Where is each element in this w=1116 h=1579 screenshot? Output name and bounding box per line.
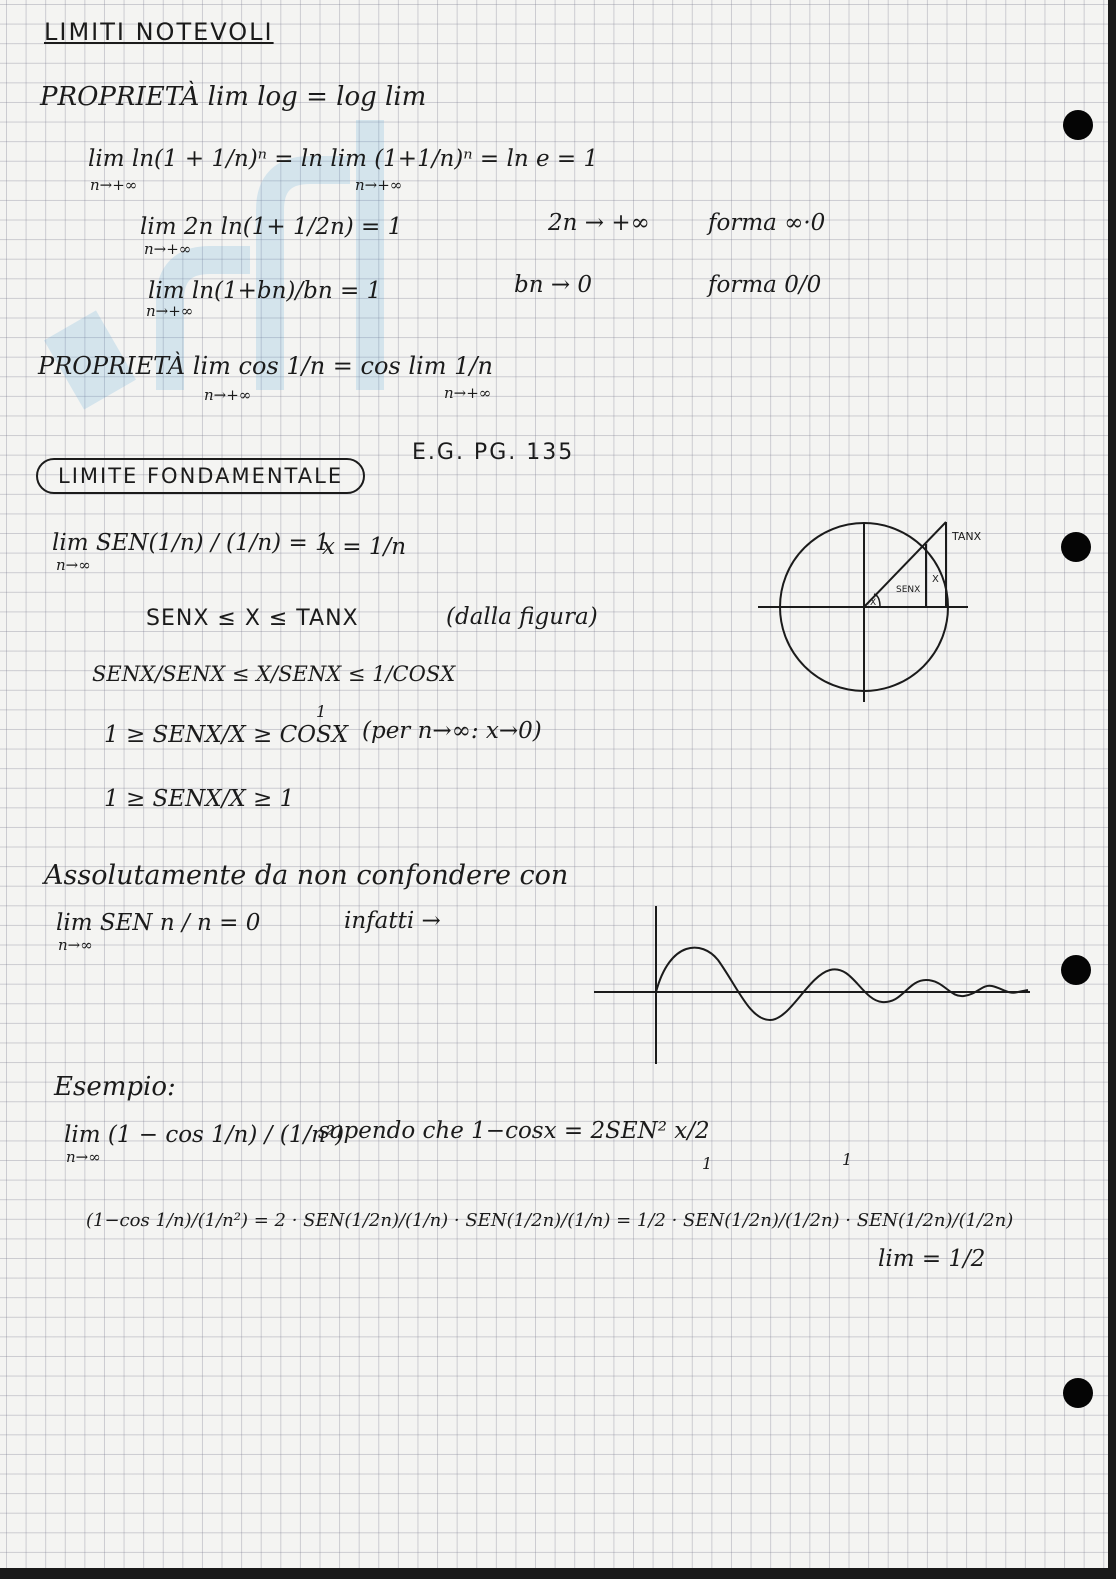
inequality-line: SENX/SENX ≤ X/SENX ≤ 1/COSX (92, 662, 456, 686)
formula-line: lim SEN n / n = 0 (56, 910, 261, 936)
sen-label: SENX (896, 585, 921, 595)
page-title: LIMITI NOTEVOLI (44, 18, 274, 46)
binder-hole (1061, 532, 1091, 562)
angle-label: X (870, 598, 877, 608)
limit-subscript: n→+∞ (146, 302, 194, 320)
inequality-line: SENX ≤ X ≤ TANX (146, 606, 359, 631)
inequality-line: 1 ≥ SENX/X ≥ 1 (104, 786, 295, 812)
binder-hole (1063, 110, 1093, 140)
formula-line: lim SEN(1/n) / (1/n) = 1 (52, 530, 330, 556)
note-text: (dalla figura) (446, 604, 598, 630)
unit-circle-figure (750, 510, 990, 710)
limit-annotation: 1 (316, 702, 327, 721)
damped-sine-curve (656, 948, 1028, 1020)
note-text: (per n→∞: x→0) (362, 718, 542, 744)
formula-line: lim 2n ln(1+ 1/2n) = 1 (140, 214, 403, 240)
note-text: forma 0/0 (708, 272, 822, 298)
limit-annotation: 1 (702, 1154, 713, 1173)
limit-subscript: n→+∞ (90, 176, 138, 194)
formula-line: lim ln(1 + 1/n)ⁿ = ln lim (1+1/n)ⁿ = ln e = 1 (88, 146, 599, 172)
limit-subscript: n→+∞ (204, 386, 252, 404)
limit-subscript: n→+∞ (355, 176, 403, 194)
note-text: infatti → (344, 908, 441, 934)
inequality-line: 1 ≥ SENX/X ≥ COSX (104, 722, 349, 748)
binder-hole (1061, 955, 1091, 985)
damped-sine-figure (590, 900, 1035, 1070)
note-text: forma ∞·0 (708, 210, 826, 236)
limit-subscript: n→∞ (58, 936, 93, 954)
limit-annotation: 1 (842, 1150, 853, 1169)
arc-label: X (932, 574, 939, 585)
reference-text: E.G. PG. 135 (412, 440, 575, 465)
substitution-text: x = 1/n (322, 534, 407, 560)
note-text: sapendo che 1−cosx = 2SEN² x/2 (318, 1118, 710, 1144)
section-heading-boxed: LIMITE FONDAMENTALE (36, 458, 365, 494)
binder-hole (1063, 1378, 1093, 1408)
note-text: 2n → +∞ (548, 210, 650, 236)
formula-line: lim (1 − cos 1/n) / (1/n²) (64, 1122, 345, 1148)
property-heading: PROPRIETÀ lim log = log lim (40, 82, 427, 112)
watermark-logo (20, 60, 480, 480)
warning-text: Assolutamente da non confondere con (44, 860, 569, 891)
property-heading: PROPRIETÀ lim cos 1/n = cos lim 1/n (38, 352, 493, 380)
tan-label: TANX (952, 530, 982, 543)
limit-subscript: n→+∞ (444, 384, 492, 402)
result-text: lim = 1/2 (878, 1246, 986, 1272)
formula-line: lim ln(1+bn)/bn = 1 (148, 278, 382, 304)
note-text: bn → 0 (514, 272, 593, 298)
limit-subscript: n→+∞ (144, 240, 192, 258)
limit-subscript: n→∞ (56, 556, 91, 574)
example-heading: Esempio: (54, 1072, 176, 1102)
formula-line: (1−cos 1/n)/(1/n²) = 2 · SEN(1/2n)/(1/n) · SEN(1/2n)/(1/n) = 1/2 · SEN(1/2n)/(1/2n) · SEN(1/2n)/(1/2n) (86, 1210, 1014, 1231)
limit-subscript: n→∞ (66, 1148, 101, 1166)
